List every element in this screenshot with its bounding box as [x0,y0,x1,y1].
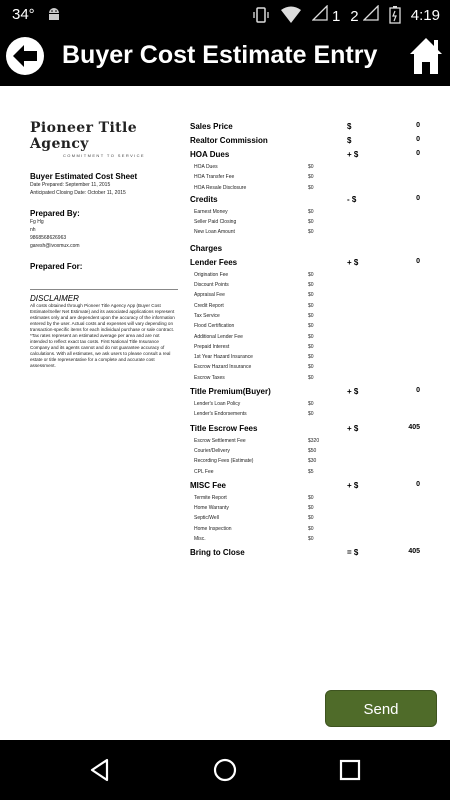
row-label: Realtor Commission [190,136,268,145]
sub-amount: $0 [308,354,314,361]
estimate-document [0,86,450,686]
sub-row [190,344,420,354]
sub-amount: $0 [308,184,314,191]
sub-label: Lender's Loan Policy [194,401,241,408]
sub-amount: $0 [308,343,314,350]
signal-icon [363,5,379,21]
sub-label: Appraisal Fee [194,292,225,299]
sub-label: Prepaid Interest [194,343,230,350]
sub-label: Escrow Settlement Fee [194,437,246,444]
hoa-dues-row [190,150,420,164]
document-title: Buyer Estimated Cost Sheet [30,172,138,181]
disclaimer-divider [30,289,178,290]
sub-amount: $0 [308,494,314,501]
sub-amount: $0 [308,505,314,512]
navigation-bar [0,740,450,800]
sub-label: Septic/Well [194,515,219,522]
misc-fee-row [190,481,420,495]
recents-square-icon[interactable] [337,757,363,783]
clock-text: 4:19 [410,6,440,24]
sub-label: Home Warranty [194,505,229,512]
android-icon [46,6,62,22]
sub-row [190,313,420,323]
sub-amount: $0 [308,401,314,408]
sub-amount: $0 [308,208,314,215]
sub-label: HOA Resale Disclosure [194,184,247,191]
sub-label: Tax Service [194,312,220,319]
title-escrow-row [190,424,420,438]
sub-row [190,364,420,374]
sub-label: Discount Points [194,282,229,289]
sub-row [190,354,420,364]
sub-row [190,282,420,292]
row-amount: 0 [416,150,420,157]
row-sign: = $ [347,548,359,558]
sub-amount: $0 [308,302,314,309]
sub-label: Escrow Hazard Insurance [194,364,252,371]
sub-row [190,323,420,333]
row-label: Title Premium(Buyer) [190,387,271,397]
sub-row [190,495,420,505]
row-sign: - $ [347,194,357,204]
company-logo: Pioneer Title Agency [30,120,138,152]
disclaimer-title: DISCLAIMER [30,294,79,303]
back-button[interactable] [6,37,44,75]
battery-icon [389,6,401,24]
sub-label: New Loan Amount [194,229,235,236]
prepared-by-phone: 9868568626963 [30,235,67,241]
home-circle-icon[interactable] [212,757,238,783]
prepared-by-line2: nh [30,227,36,233]
temperature-text: 34° [12,6,35,23]
row-label: Title Escrow Fees [190,423,258,433]
realtor-commission-row [190,136,420,150]
status-bar [0,0,450,32]
date-prepared: Date Prepared: September 11, 2015 [30,182,111,188]
bring-to-close-row [190,548,420,562]
sub-amount: $0 [308,411,314,418]
prepared-by-email: garesh@ivoxmux.com [30,243,80,249]
sub-label: Credit Report [194,302,224,309]
back-triangle-icon[interactable] [87,757,113,783]
sub-row [190,411,420,421]
row-sign: + $ [347,257,359,267]
sub-amount: $0 [308,229,314,236]
sub-amount: $0 [308,323,314,330]
sub-amount: $0 [308,312,314,319]
row-amount: 0 [416,257,420,265]
prepared-by-name: Fg Hg [30,219,44,225]
sub-row [190,185,420,195]
row-sign: + $ [347,480,359,490]
cost-breakdown [190,122,420,562]
sub-label: HOA Dues [194,164,218,170]
sub-label: Escrow Taxes [194,374,225,381]
row-label: Lender Fees [190,257,238,267]
sub-label: 1st Year Hazard Insurance [194,354,253,361]
sub-row [190,505,420,515]
sub-amount: $0 [308,536,314,543]
sub-label: HOA Transfer Fee [194,174,235,181]
signal-1-text: 1 [331,8,341,25]
sub-label: Lender's Endorsements [194,411,247,418]
row-sign: + $ [347,150,359,159]
home-icon[interactable] [408,36,444,76]
sub-row [190,375,420,385]
row-amount: 0 [416,387,420,395]
document-left-column [30,120,178,369]
row-label: Bring to Close [190,548,245,558]
signal-2-text: 2 [350,8,359,25]
sub-label: Termite Report [194,494,227,501]
sub-amount: $0 [308,525,314,532]
sub-label: Flood Certification [194,323,235,330]
sub-amount: $0 [308,219,314,226]
wifi-icon [280,6,302,24]
sub-row [190,229,420,239]
sub-row [190,401,420,411]
sub-row [190,469,420,479]
row-sign: + $ [347,423,359,433]
sub-row [190,536,420,546]
page-title: Buyer Cost Estimate Entry [62,41,378,69]
sub-amount: $320 [308,437,320,444]
sub-amount: $0 [308,515,314,522]
prepared-by-label: Prepared By: [30,209,80,218]
sub-row [190,526,420,536]
row-sign: + $ [347,387,359,397]
sub-label: Home Inspection [194,525,232,532]
sub-amount: $0 [308,174,314,181]
sub-amount: $0 [308,271,314,278]
row-amount: 0 [416,122,420,129]
sub-amount: $5 [308,468,314,475]
sub-amount: $0 [308,333,314,340]
sub-amount: $0 [308,164,314,170]
row-label: MISC Fee [190,480,227,490]
charges-heading [190,244,420,258]
closing-date: Anticipated Closing Date: October 11, 2015 [30,190,126,196]
row-label: HOA Dues [190,150,230,159]
credits-row [190,195,420,209]
sub-row [190,174,420,184]
send-button[interactable]: Send [325,690,437,727]
row-amount: 0 [416,480,420,488]
disclaimer-text: All costs obtained through Pioneer Title Agency App (Buyer Cost Estimate/Seller Net Estimate) and its associated applications represent estimates only and are dependent upon the accuracy of the information entered by the user. Actual costs and expenses will vary depending on transaction-specific items for each individual purchase or sale contract. *Tax rates represent an estimated average per area and are not intended to reflect exact tax costs. First National Title Insurance Company and its agents cannot and do not guarantee accuracy of calculations. With all estimates, we ask users to please consult a real estate or title representative for a complete and accurate cost assessment. [30,303,175,368]
sub-label: Seller Paid Closing [194,219,237,226]
row-label: Credits [190,194,218,204]
row-amount: 0 [416,136,420,143]
app-bar [0,32,450,86]
sub-label: Additional Lender Fee [194,333,243,340]
sub-row [190,303,420,313]
row-sign: $ [347,136,352,145]
sub-row [190,515,420,525]
sub-amount: $0 [308,364,314,371]
sub-label: Recording Fees (Estimate) [194,458,254,465]
lender-fees-row [190,258,420,272]
sub-amount: $30 [308,458,317,465]
charges-label: Charges [190,243,223,253]
sub-label: CPL Fee [194,468,214,475]
logo-tagline: COMMITMENT TO SERVICE [63,153,145,158]
sub-row [190,458,420,468]
sub-row [190,292,420,302]
sub-label: Earnest Money [194,208,228,215]
sub-row [190,334,420,344]
signal-2-group [350,5,379,25]
row-label: Sales Price [190,122,233,131]
sub-label: Courier/Delivery [194,447,230,454]
row-amount: 405 [408,423,420,431]
sub-row [190,219,420,229]
sub-label: Origination Fee [194,271,229,278]
row-amount: 405 [408,548,420,556]
back-arrow-icon [11,43,39,69]
title-premium-row [190,387,420,401]
vibrate-icon [252,6,270,24]
sales-price-row [190,122,420,136]
sub-label: Misc. [194,536,206,543]
signal-1-group [312,5,341,25]
sub-amount: $0 [308,282,314,289]
sub-amount: $50 [308,447,317,454]
sub-row [190,272,420,282]
sub-amount: $0 [308,292,314,299]
signal-icon [312,5,328,21]
sub-row [190,438,420,448]
sub-row [190,448,420,458]
sub-row [190,164,420,174]
sub-row [190,209,420,219]
row-sign: $ [347,122,352,131]
prepared-for-label: Prepared For: [30,262,83,271]
sub-amount: $0 [308,374,314,381]
row-amount: 0 [416,194,420,202]
